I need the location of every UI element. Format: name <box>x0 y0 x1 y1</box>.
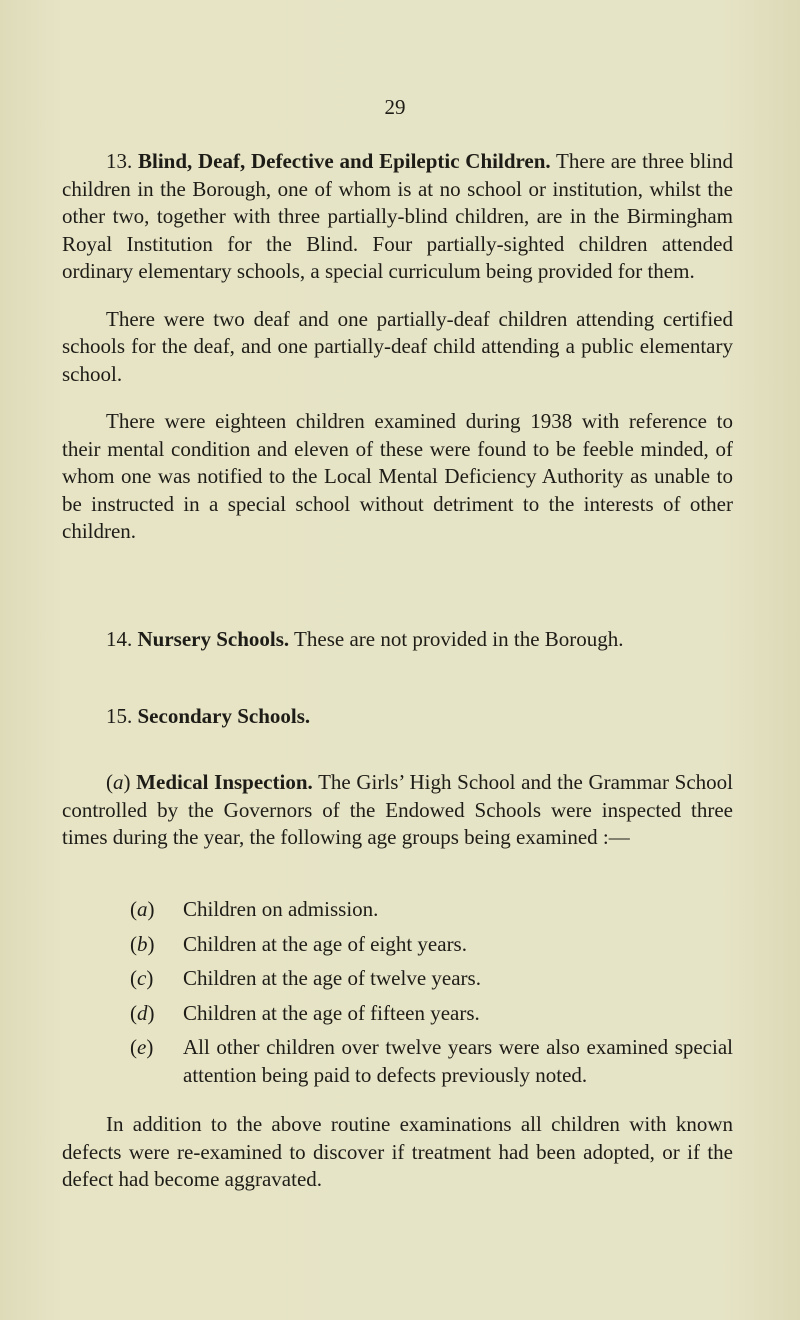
paragraph-text: There are three blind children in the Borough, one of whom is at no school or institution, whilst the other two, together with three partially-blind children, are in the Birmingham Royal Institution for the Blind. Four partially-sighted children attended ordinary elementary schools, a special curriculum being provided for them. <box>62 149 733 283</box>
list-item-text: Children at the age of twelve years. <box>183 966 481 990</box>
list-marker: d <box>137 1000 148 1025</box>
section-number: 15. <box>106 704 133 728</box>
list-item: (a) Children on admission. <box>130 896 733 924</box>
paragraph-text: The Girls’ High School and the Grammar School controlled by the Governors of the Endowed Schools were inspected three times during the year, the following age groups being examined :— <box>62 770 733 849</box>
section-number: 14. <box>106 627 133 651</box>
list-item: (c) Children at the age of twelve years. <box>130 965 733 993</box>
section-13-paragraph-3: There were eighteen children examined during 1938 with reference to their mental condition and eleven of these were found to be feeble minded, of whom one was notified to the Local Mental Deficiency Authority as unable to be instructed in a special school without detriment to the interests of other children. <box>62 409 733 543</box>
list-marker: c <box>137 966 147 990</box>
section-13 <box>62 148 733 546</box>
closing-paragraph-block <box>62 1111 733 1194</box>
list-marker: e <box>137 1035 147 1059</box>
section-14-paragraph <box>62 626 733 654</box>
paragraph-text: These are not provided in the Borough. <box>294 627 624 651</box>
section-15-heading-block <box>62 703 733 731</box>
section-14 <box>62 626 733 654</box>
list-marker: b <box>137 931 148 956</box>
section-heading: Blind, Deaf, Defective and Epileptic Children. <box>137 149 551 173</box>
page-number: 29 <box>384 95 406 119</box>
subsection-a-paragraph: (a) Medical Inspection. The Girls’ High School and the Grammar School controlled by the Governors of the Endowed Schools were inspected three times during the year, the following age groups being examined :— <box>62 770 733 849</box>
age-groups-list <box>130 896 733 1096</box>
section-heading: Secondary Schools. <box>137 704 311 728</box>
section-13-paragraph-1 <box>62 148 733 286</box>
closing-paragraph: In addition to the above routine examinations all children with known defects were re-examined to discover if treatment had been adopted, or if the defect had become aggravated. <box>62 1112 733 1191</box>
subsection-marker: a <box>113 770 124 794</box>
list-item-text: Children at the age of eight years. <box>183 931 467 956</box>
list-item-text: Children at the age of fifteen years. <box>183 1000 480 1025</box>
list-item: (d) Children at the age of fifteen years. <box>130 1000 733 1028</box>
list-item-text: All other children over twelve years were also examined special attention being paid to defects previously noted. <box>183 1035 733 1087</box>
list-item: (b) Children at the age of eight years. <box>130 931 733 959</box>
section-15-subsection-a <box>62 769 733 852</box>
section-heading: Nursery Schools. <box>137 627 290 651</box>
list-item: (e) All other children over twelve years were also examined special attention being paid to defects previously noted. <box>130 1034 733 1089</box>
section-15-heading-line <box>62 703 733 731</box>
list-marker: a <box>137 897 148 921</box>
subsection-heading: Medical Inspection. <box>136 770 313 794</box>
section-13-paragraph-2: There were two deaf and one partially-deaf children attending certified schools for the deaf, and one partially-deaf child attending a public elementary school. <box>62 306 733 386</box>
section-number: 13. <box>106 149 133 173</box>
list-item-text: Children on admission. <box>183 897 379 921</box>
